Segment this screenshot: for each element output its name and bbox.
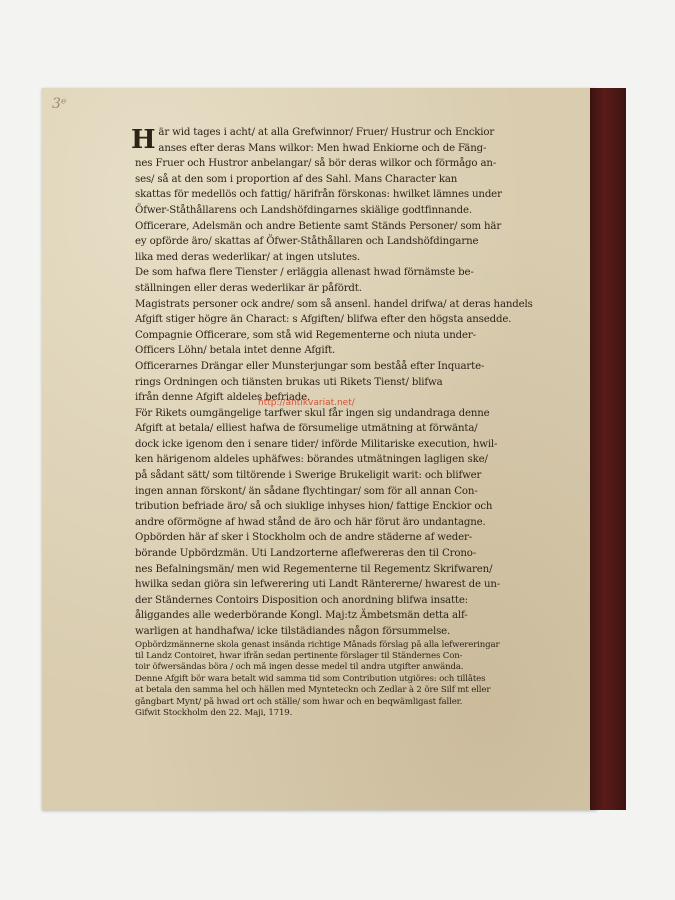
text-line: åliggandes alle wederbörande Kongl. Maj:tz Ämbetsmän detta alf- bbox=[135, 610, 468, 622]
text-line: der Ständernes Contoirs Disposition och anordning blifwa insatte: bbox=[135, 594, 469, 606]
text-line: anses efter deras Mans wilkor: Men hwad Enkiorne och de Fäng- bbox=[158, 142, 487, 154]
text-line: warligen at handhafwa/ icke tilstädiandes någon försummelse. bbox=[135, 626, 451, 637]
text-line: skattas för medellös och fattig/ härifrån förskonas: hwilket lämnes under bbox=[135, 189, 502, 201]
text-line: börande Upbördzmän. Uti Landzorterne aflefwereras den til Crono- bbox=[135, 548, 477, 560]
text-line: Öfwer-Ståthållarens och Landshöfdingarnes skiälige godtfinnande. bbox=[135, 204, 472, 216]
text-line: För Rikets oumgängelige tarfwer skul får ingen sig undandraga denne bbox=[135, 407, 490, 419]
text-line: toir öfwersändas böra / och må ingen desse medel til andra utgifter anwända. bbox=[135, 662, 464, 673]
text-line: Officers Löhn/ betala intet denne Afgift. bbox=[135, 345, 336, 357]
text-line: ställningen eller deras wederlikar är påfördt. bbox=[135, 282, 362, 294]
text-line: De som hafwa flere Tienster / erläggia allenast hwad förnämste be- bbox=[135, 267, 474, 279]
small-paragraph-container bbox=[135, 640, 575, 720]
text-line: at betala den samma hel och hällen med Mynteteckn och Zedlar à 2 öre Silf mt eller bbox=[135, 685, 491, 696]
text-line: nes Befalningsmän/ men wid Regementerne til Regementz Skrifwaren/ bbox=[135, 563, 493, 575]
paragraph-container bbox=[135, 125, 575, 640]
text-line: ingen annan förskont/ än sådane flychtingar/ som för all annan Con- bbox=[135, 485, 478, 497]
text-line: Opbördzmännerne skola genast insända richtige Månads förslag på alla lefwereringar bbox=[135, 639, 500, 650]
text-line: Gifwit Stockholm den 22. Maji, 1719. bbox=[135, 708, 293, 719]
text-line: Compagnie Officerare, som stå wid Regementerne och niuta under- bbox=[135, 329, 476, 341]
paragraph bbox=[135, 708, 575, 719]
text-line: är wid tages i acht/ at alla Grefwinnor/ Fruer/ Hustrur och Enckior bbox=[158, 127, 495, 138]
text-line: Opbörden här af sker i Stockholm och de andre städerne af weder- bbox=[135, 532, 473, 544]
text-line: Officerarnes Drängar eller Munsterjungar som beståå efter Inquarte- bbox=[135, 360, 485, 372]
text-line: dock icke igenom den i senare tider/ införde Militariske execution, hwil- bbox=[135, 438, 498, 450]
text-line: rings Ordningen och tiänsten brukas uti Rikets Tienst/ blifwa bbox=[135, 376, 443, 388]
text-line: ey opförde äro/ skattas af Öfwer-Ståthållaren och Landshöfdingarne bbox=[135, 236, 479, 248]
text-line: hwilka sedan giöra sin lefwerering uti Landt Räntererne/ hwarest de un- bbox=[135, 579, 501, 591]
text-line: Officerare, Adelsmän och andre Betiente samt Ständs Personer/ som här bbox=[135, 220, 502, 232]
paragraph bbox=[135, 219, 575, 266]
text-line: gångbart Mynt/ på hwad ort och ställe/ som hwar och en beqwämligast faller. bbox=[135, 696, 463, 707]
corner-pencil-mark: 3ᵉ bbox=[52, 96, 67, 112]
drop-cap: H bbox=[131, 125, 156, 155]
paragraph bbox=[135, 674, 575, 708]
paragraph bbox=[135, 359, 575, 406]
paragraph bbox=[135, 297, 575, 328]
paragraph bbox=[135, 328, 575, 359]
text-line: lika med deras wederlikar/ at ingen utslutes. bbox=[135, 251, 361, 263]
text-line: på sådant sätt/ som tiltörende i Swerige Brukeligit warit: och blifwer bbox=[135, 470, 482, 482]
text-line: nes Fruer och Hustror anbelangar/ så bör deras wilkor och förmågo an- bbox=[135, 158, 497, 170]
watermark-url: http://antikvariat.net/ bbox=[258, 398, 355, 408]
binding-spine bbox=[590, 88, 626, 810]
text-line: Magistrats personer ock andre/ som så ansenl. handel drifwa/ at deras handels bbox=[135, 298, 533, 310]
text-line: ses/ så at den som i proportion af des Sahl. Mans Character kan bbox=[135, 173, 458, 185]
document-text bbox=[131, 125, 575, 719]
text-line: ifrån denne Afgift aldeles befriade. bbox=[135, 392, 311, 404]
paragraph bbox=[135, 125, 575, 219]
text-line: tribution befriade äro/ så och siuklige inhyses hion/ fattige Enckior och bbox=[135, 501, 493, 513]
text-line: andre oförmögne af hwad stånd de äro och här förut äro undantagne. bbox=[135, 516, 486, 528]
paragraph bbox=[135, 530, 575, 639]
text-line: Afgift stiger högre än Charact: s Afgiften/ blifwa efter den högsta ansedde. bbox=[135, 314, 512, 326]
paragraph bbox=[135, 265, 575, 296]
paragraph bbox=[135, 406, 575, 531]
text-line: til Landz Contoiret, hwar ifrån sedan pertinente förslager til Ständernes Con- bbox=[135, 651, 463, 661]
text-line: ken härigenom aldeles uphäfwes: börandes utmätningen lagligen ske/ bbox=[135, 454, 488, 466]
text-line: Afgift at betala/ elliest hafwa de försumelige utmätning at förwänta/ bbox=[135, 423, 478, 435]
paragraph bbox=[135, 640, 575, 674]
text-line: Denne Afgift bör wara betalt wid samma tid som Contribution utgiöres: och tillåtes bbox=[135, 673, 486, 684]
